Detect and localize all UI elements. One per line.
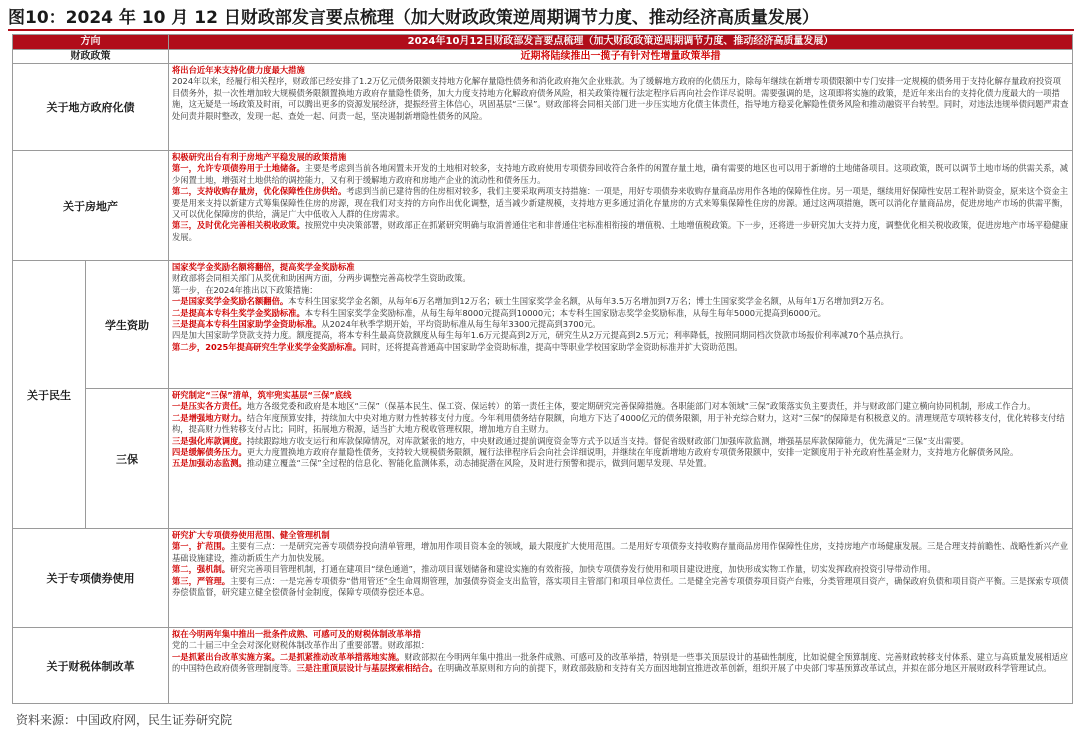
policy-table — [12, 34, 1073, 704]
header-direction: 方向 — [13, 35, 169, 50]
row-content-debt — [169, 64, 1073, 151]
three-p3-text: 持续跟踪地方收支运行和库款保障情况，对库款紧张的地方，中央财政通过提前调度资金等方式予以适当支持。督促省级财政部门加强库款监测，增强基层库款保障能力，优先满足“三保”支出需要。 — [246, 435, 969, 446]
student-heading: 国家奖学金奖励名额将翻倍，提高奖学金奖励标准 — [172, 262, 355, 272]
student-p5-head: 第二步，2025年提高研究生学业奖学金奖励标准。 — [172, 341, 362, 352]
student-p3-text: 从2024年秋季学期开始，平均资助标准从每生每年3300元提高到3700元。 — [321, 319, 601, 330]
subheader-measures: 近期将陆续推出一揽子有针对性增量政策举措 — [169, 50, 1073, 64]
student-p2-head: 二是提高本专科生奖学金奖励标准。 — [172, 307, 305, 318]
housing-s1-head: 第一，允许专项债券用于土地储备。 — [172, 163, 305, 174]
row-content-three-guarantees — [169, 389, 1073, 529]
row-label-debt: 关于地方政府化债 — [13, 64, 169, 151]
housing-s2-text: 考虑到当前已建待售的住房相对较多，我们主要采取两项支持措施：一项是，用好专项债券来收购存量商品房用作各地的保障性住房。另一项是，继续用好保障性安居工程补助资金，原来这个资金主要是用来支持以新建方式筹集保障性住房的房源，现在我们对支持的方向作出优化调整，适当减少新建规模，支持地方更多通过消化存量房的方式来筹集保障性住房的房源。通过这两项措施，既可以消化存量商品房，促进房地产市场的供需平衡，又可以优化保障房的供给，满足广大中低收入人群的住房需求。 — [172, 186, 1069, 220]
housing-s2-head: 第二，支持收购存量房，优化保障性住房供给。 — [172, 186, 347, 197]
debt-heading: 将出台近年来支持化债力度最大措施 — [172, 65, 305, 75]
tax-heading: 拟在今明两年集中推出一批条件成熟、可感可及的财税体制改革举措 — [172, 629, 421, 639]
housing-s1-text: 主要是考虑到当前各地闲置未开发的土地相对较多，支持地方政府使用专项债券回收符合条件的闲置存量土地，确有需要的地区也可以用于新增的土地储备项目。这项政策，既可以调节土地市场的供需关系，减少闲置土地，增强对土地供给的调控能力，又有利于缓解地方政府和房地产企业的流动性和债务压力。 — [172, 163, 1069, 185]
tax-p2-text: 在明确改革原则和方向的前提下，财政部鼓励和支持有关方面因地制宜推进改革创新，组织开展了中央部门零基预算改革试点，并拟在部分地区开展财政科学管理试点。 — [437, 663, 1052, 674]
table-row — [13, 628, 1073, 704]
table-row — [13, 389, 1073, 529]
header-summary: 2024年10月12日财政部发言要点梳理（加大财政政策逆周期调节力度、推动经济高质量发展） — [169, 35, 1073, 50]
three-p2-text: 结合年度预算安排，持续加大中央对地方财力性转移支付力度。今年利用债务结存限额，向地方下达了4000亿元的债务限额，用于补充综合财力，这对“三保”的保障是有积极意义的。清理规范专项转移支付，优化转移支付结构，提高财力性转移支付占比；同时，拓展地方税源，适当扩大地方税收管理权限，增加地方自主财力。 — [172, 412, 1065, 435]
bonds-heading: 研究扩大专项债券使用范围、健全管理机制 — [172, 530, 330, 540]
row-content-housing — [169, 151, 1073, 261]
three-p2-head: 二是增强地方财力。 — [172, 412, 247, 423]
page-title: 图10：2024 年 10 月 12 日财政部发言要点梳理（加大财政政策逆周期调节力度、推动经济高质量发展） — [8, 8, 819, 28]
table-header-row — [13, 35, 1073, 50]
row-label-special-bonds: 关于专项债券使用 — [13, 529, 169, 628]
row-content-student-aid — [169, 261, 1073, 389]
housing-s3-head: 第三，及时优化完善相关税收政策。 — [172, 220, 305, 231]
row-label-student-aid: 学生资助 — [86, 261, 169, 389]
row-label-tax-reform: 关于财税体制改革 — [13, 628, 169, 704]
table-subheader-row — [13, 50, 1073, 64]
row-label-housing: 关于房地产 — [13, 151, 169, 261]
housing-s3-text: 按照党中央决策部署，财政部正在抓紧研究明确与取消普通住宅和非普通住宅标准相衔接的增值税、土地增值税政策。下一步，还将进一步研究加大支持力度，调整优化相关税收政策，促进房地产市场平稳健康发展。 — [172, 220, 1069, 242]
bonds-p3-head: 第三，严管理。 — [172, 575, 231, 586]
table-row — [13, 64, 1073, 151]
three-heading: 研究制定“三保”清单，筑牢兜实基层“三保”底线 — [172, 390, 352, 400]
table-row — [13, 529, 1073, 628]
bonds-p2-text: 研究完善项目管理机制，打通在建项目“绿色通道”，推动项目谋划储备和建设实施的有效衔接，加快专项债券发行使用和项目建设进度，加快形成实物工作量，切实发挥政府投资引导带动作用。 — [230, 564, 936, 575]
bonds-p3-text: 主要有三点：一是完善专项债券“借用管还”全生命周期管理，加强债券资金支出监管，落实项目主管部门和项目单位责任。二是健全完善专项债券项目资产台账，分类管理项目资产，确保政府负债和项目资产平衡。三是探索专项债券偿债监督，研究建立健全偿债备付金制度，保障专项债券偿还本息。 — [172, 575, 1069, 598]
row-content-special-bonds — [169, 529, 1073, 628]
student-intro2: 第一步，在2024年推出以下政策措施： — [172, 284, 318, 295]
bonds-p1-text: 主要有三点：一是研究完善专项债券投向清单管理，增加用作项目资本金的领域，最大限度扩大使用范围。二是用好专项债券支持收购存量商品房用作保障性住房，支持房地产市场健康发展。三是合理支持前瞻性、战略性新兴产业基础设施建设，推动新质生产力加快发展。 — [172, 541, 1069, 563]
three-p4-text: 更大力度置换地方政府存量隐性债务，支持较大规模债务限额，履行法律程序后会向社会详细说明，并继续在年度新增地方政府专项债务限额中，安排一定额度用于补充政府性基金财力，支持地方化解债务风险。 — [246, 447, 1019, 458]
row-label-livelihood: 关于民生 — [13, 261, 86, 529]
debt-text: 2024年以来，经履行相关程序，财政部已经安排了1.2万亿元债务限额支持地方化解存量隐性债务和消化政府拖欠企业账款。为了缓解地方政府的化债压力，除每年继续在新增专项债限额中专门安排一定规模的债务用于支持化解存量政府投资项目债务外，拟一次性增加较大规模债务限额置换地方政府存量隐性债务，加大力度支持地方化解政府债务风险，相关政策待履行法定程序后再向社会作详尽说明。需要强调的是，这项即将实施的政策，是近年来出台的支持化债力度最大的一项措施，这无疑是一场政策及时雨，可以腾出更多的资源发展经济，提振经营主体信心，巩固基层“三保”。财政部将会同相关部门进一步压实地方化债主体责任，指导地方稳妥化解隐性债务风险和推动融资平台转型。同时，对违法违规举债问题严肃查处问责并限时整改，发现一起、查处一起、问责一起，坚决遏制新增隐性债务的风险。 — [172, 76, 1069, 121]
tax-text1: 党的二十届三中全会对深化财税体制改革作出了重要部署。财政部拟： — [172, 640, 430, 651]
student-p2-text: 本专科生国家奖学金奖励标准，从每生每年8000元提高到10000元；本专科生国家励志奖学金奖励标准，从每生每年5000元提高到6000元。 — [304, 307, 826, 318]
title-rule — [8, 29, 1074, 31]
table-row — [13, 261, 1073, 389]
tax-p1-head: 一是抓紧出台改革实施方案。二是抓紧推动改革举措落地实施。 — [172, 651, 405, 662]
bonds-p2-head: 第二，强机制。 — [172, 564, 231, 575]
tax-p2-head: 三是注重顶层设计与基层探索相结合。 — [296, 663, 438, 674]
student-p4-text: 四是加大国家助学贷款支持力度。额度提高，将本专科生最高贷款额度从每生每年1.6万元提高到2万元，研究生从2万元提高到2.5万元；利率降低，按照同期同档次贷款市场报价利率减70个基点执行。 — [172, 330, 909, 341]
three-p1-text: 地方各级党委和政府是本地区“三保”（保基本民生、保工资、保运转）的第一责任主体，要定期研究完善保障措施。各职能部门对本领域“三保”政策落实负主要责任，并与财政部门建立横向协同机制，形成工作合力。 — [246, 401, 1036, 412]
bonds-p1-head: 第一，扩范围。 — [172, 541, 231, 552]
table-row — [13, 151, 1073, 261]
student-p3-head: 三是提高本专科生国家助学金资助标准。 — [172, 319, 322, 330]
three-p5-head: 五是加强动态监测。 — [172, 458, 247, 469]
tax-p1-text: 财政部拟在今明两年集中推出一批条件成熟、可感可及的改革举措，特别是一些事关顶层设计的基础性制度，比如说健全预算制度、完善财政转移支付体系、建立与高质量发展相适应的中国特色政府债务管理制度等。 — [172, 651, 1069, 674]
student-intro1: 财政部将会同相关部门从奖优和助困两方面，分两步调整完善高校学生资助政策。 — [172, 273, 471, 284]
three-p1-head: 一是压实各方责任。 — [172, 401, 247, 412]
subheader-fiscal-policy: 财政政策 — [13, 50, 169, 64]
student-p1-head: 一是国家奖学金奖励名额翻倍。 — [172, 296, 289, 307]
student-p5-text: 同时，还将提高普通高中国家助学金资助标准，提高中等职业学校国家助学金资助标准并扩大资助范围。 — [361, 341, 743, 352]
three-p3-head: 三是强化库款调度。 — [172, 435, 247, 446]
row-label-three-guarantees: 三保 — [86, 389, 169, 529]
source-note: 资料来源：中国政府网，民生证券研究院 — [16, 713, 233, 727]
three-p5-text: 推动建立覆盖“三保”全过程的信息化、智能化监测体系，动态捕捉潜在风险，及时进行预警和提示，做到问题早发现、早处置。 — [246, 458, 712, 469]
housing-heading: 积极研究出台有利于房地产平稳发展的政策措施 — [172, 152, 347, 162]
student-p1-text: 本专科生国家奖学金名额，从每年6万名增加到12万名；硕士生国家奖学金名额，从每年3.5万名增加到7万名；博士生国家奖学金名额，从每年1万名增加到2万名。 — [288, 296, 889, 307]
three-p4-head: 四是缓解债务压力。 — [172, 447, 247, 458]
row-content-tax-reform — [169, 628, 1073, 704]
